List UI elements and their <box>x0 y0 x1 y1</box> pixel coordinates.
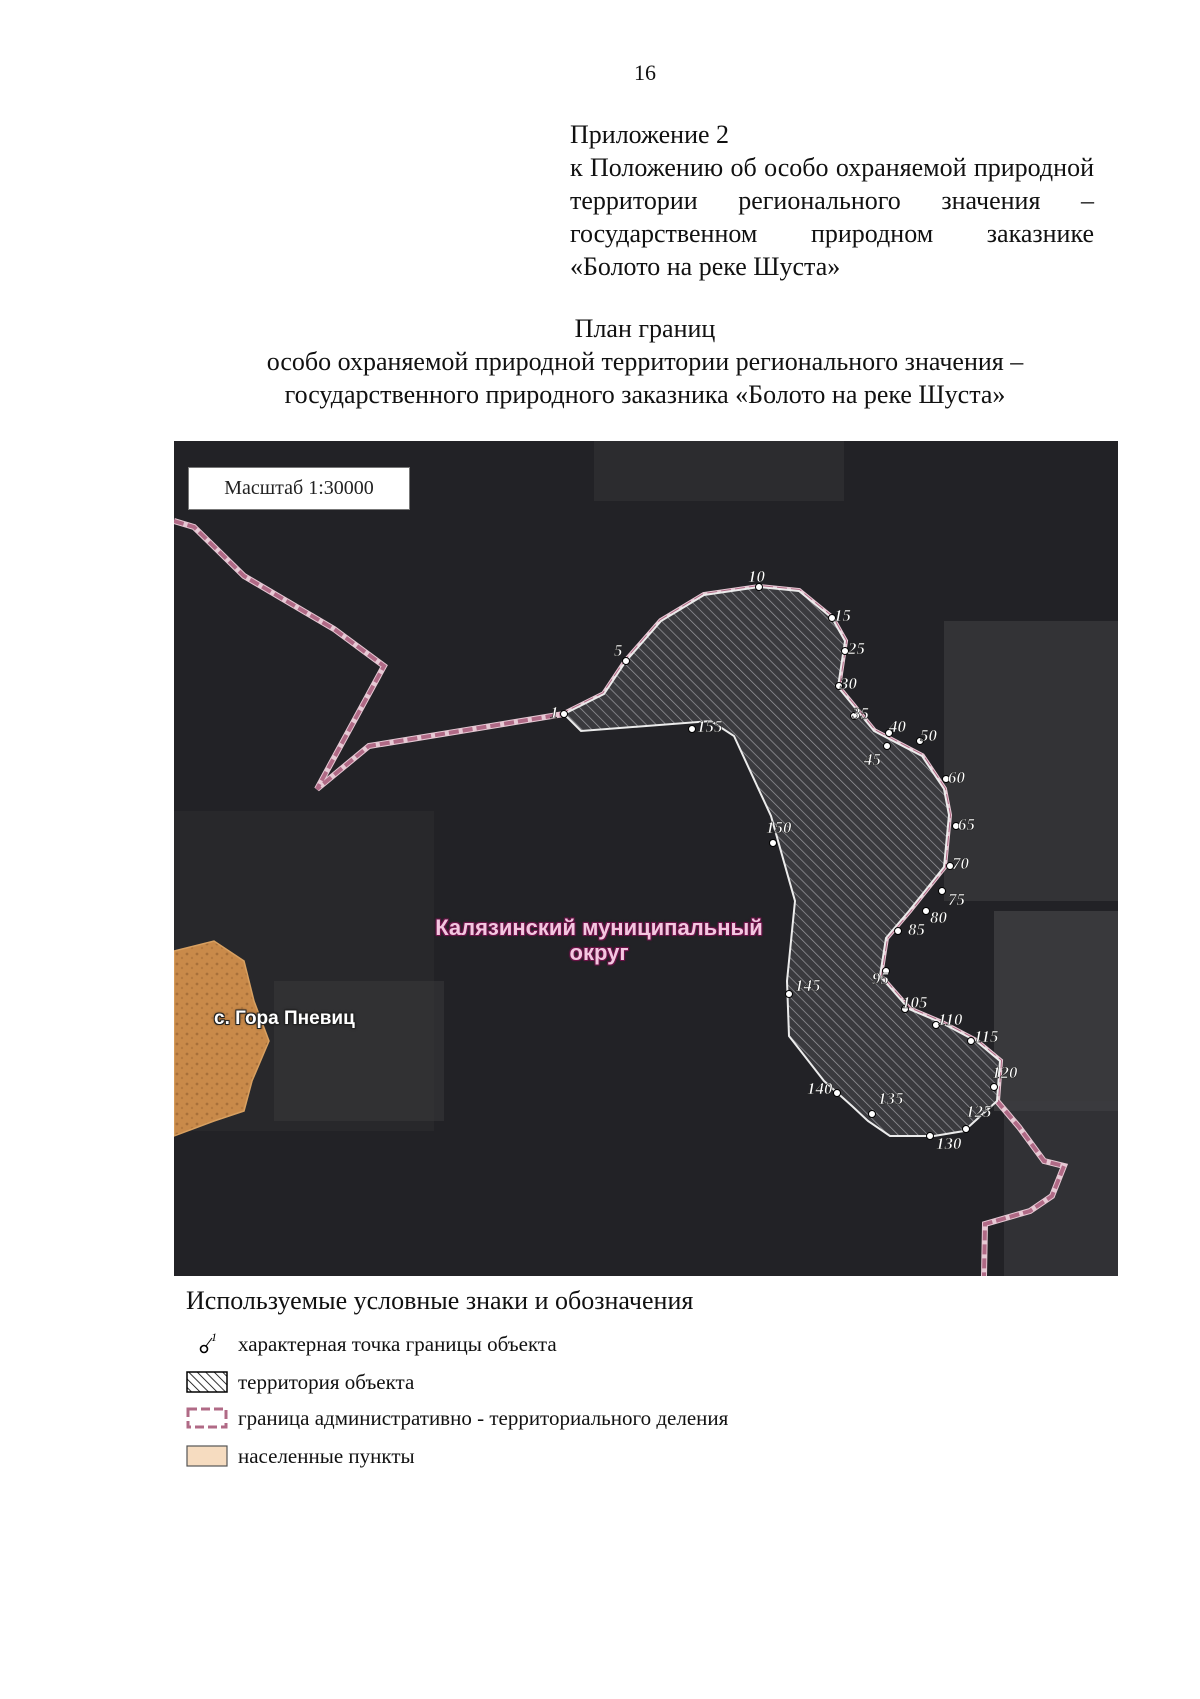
appendix-title: Приложение 2 <box>570 120 730 149</box>
point-label: 75 <box>948 890 965 909</box>
okrug-label: Калязинский муниципальный округ <box>435 915 763 965</box>
legend-marker-label: 1 <box>211 1332 217 1344</box>
boundary-point <box>884 743 891 750</box>
point-label: 125 <box>966 1102 992 1121</box>
plan-title <box>0 312 1200 411</box>
map-graphics <box>174 441 1118 1276</box>
point-label: 130 <box>936 1134 962 1153</box>
boundary-point <box>770 840 777 847</box>
boundary-point <box>895 928 902 935</box>
point-label: 115 <box>974 1027 999 1046</box>
point-label: 60 <box>948 768 965 787</box>
boundary-point-icon <box>186 1332 228 1356</box>
point-label: 10 <box>748 567 765 586</box>
plan-title-line1: План границ <box>574 314 716 343</box>
legend-label: населенные пункты <box>238 1444 415 1468</box>
point-label: 50 <box>920 726 937 745</box>
boundary-point <box>939 888 946 895</box>
plan-title-line2: особо охраняемой природной территории регионального значения – <box>266 347 1024 376</box>
point-label: 95 <box>872 969 889 988</box>
boundary-point <box>623 658 630 665</box>
hatched-territory-icon <box>186 1370 228 1394</box>
scale-label: Масштаб 1:30000 <box>188 467 410 510</box>
terrain-patch <box>594 441 844 501</box>
page-number: 16 <box>634 60 656 85</box>
point-label: 5 <box>614 641 623 660</box>
boundary-point <box>963 1126 970 1133</box>
boundary-map <box>174 441 1118 1276</box>
legend-label: характерная точка границы объекта <box>238 1332 557 1356</box>
point-label: 40 <box>889 717 906 736</box>
boundary-point <box>991 1084 998 1091</box>
point-label: 140 <box>807 1079 833 1098</box>
point-label: 70 <box>952 854 969 873</box>
terrain-patch <box>274 981 444 1121</box>
point-label: 155 <box>697 717 723 736</box>
point-label: 1 <box>550 703 559 722</box>
boundary-point <box>561 711 568 718</box>
boundary-point <box>834 1090 841 1097</box>
point-label: 80 <box>930 908 947 927</box>
legend-title: Используемые условные знаки и обозначения <box>186 1286 694 1315</box>
village-label: с. Гора Пневиц <box>214 1008 355 1029</box>
point-label: 85 <box>908 920 925 939</box>
legend-label: граница административно - территориального деления <box>238 1406 729 1430</box>
point-label: 30 <box>840 674 857 693</box>
settlement-icon <box>186 1444 228 1468</box>
point-label: 45 <box>864 750 881 769</box>
point-label: 150 <box>766 818 792 837</box>
admin-border-icon <box>186 1406 228 1430</box>
boundary-point <box>869 1111 876 1118</box>
point-label: 15 <box>834 606 851 625</box>
point-label: 65 <box>958 815 975 834</box>
appendix-description: к Положению об особо охраняемой природной территории регионального значения – государственном природном заказнике «Болото на реке Шуста» <box>570 153 1094 281</box>
point-label: 120 <box>992 1063 1018 1082</box>
plan-title-line3: государственного природного заказника «Болото на реке Шуста» <box>284 380 1006 409</box>
boundary-point <box>689 726 696 733</box>
point-label: 105 <box>902 993 928 1012</box>
boundary-point <box>927 1133 934 1140</box>
point-label: 145 <box>795 976 821 995</box>
point-label: 25 <box>848 639 865 658</box>
point-label: 135 <box>878 1089 904 1108</box>
boundary-point <box>786 991 793 998</box>
point-label: 35 <box>852 704 869 723</box>
appendix-header <box>570 118 1094 283</box>
legend-label: территория объекта <box>238 1370 415 1394</box>
terrain-patch <box>944 621 1118 901</box>
point-label: 110 <box>938 1010 963 1029</box>
boundary-point <box>923 908 930 915</box>
